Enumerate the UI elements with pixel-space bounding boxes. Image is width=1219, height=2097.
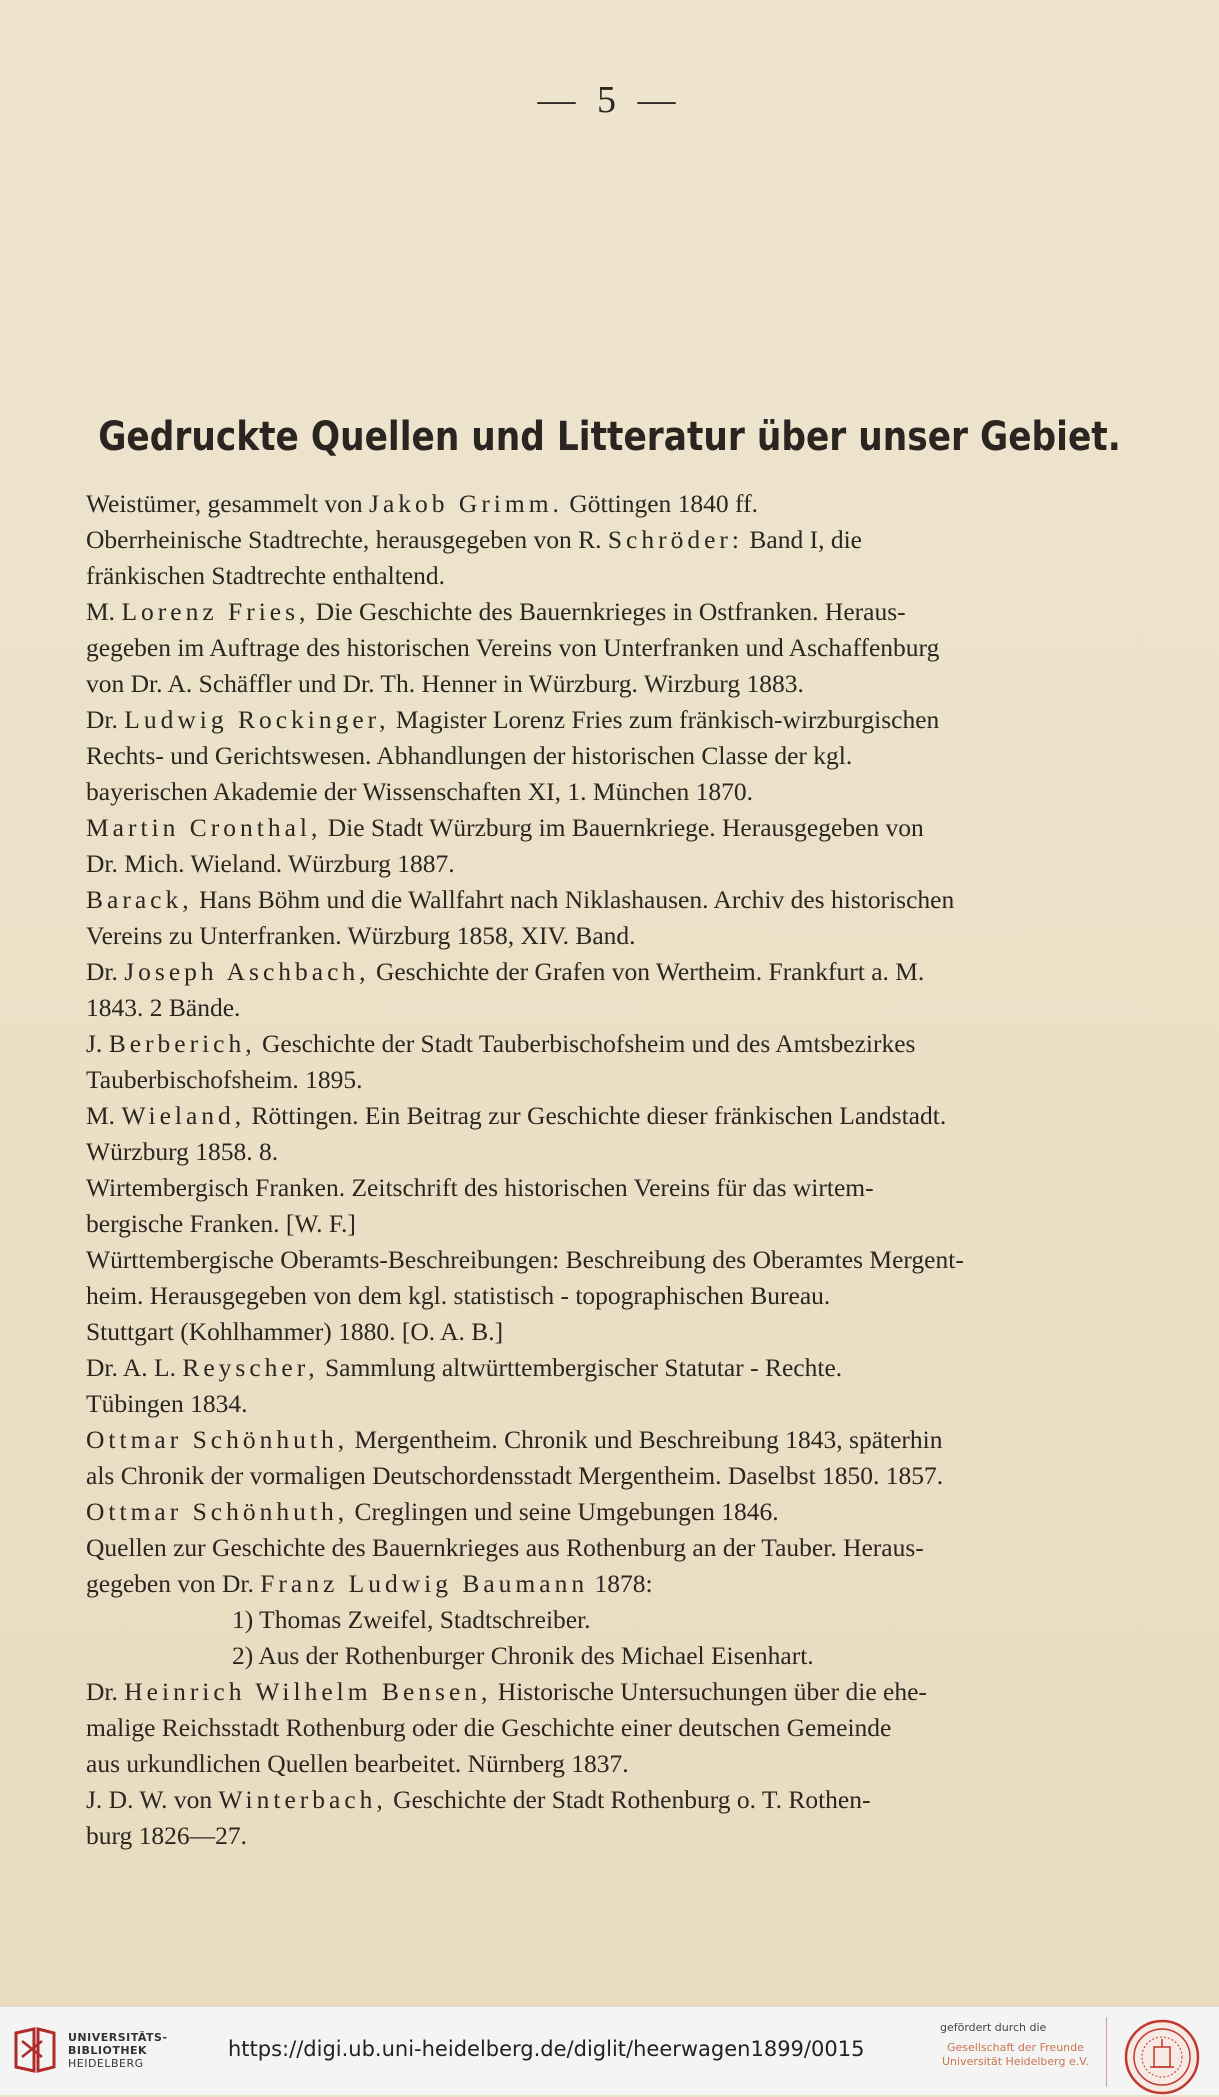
entry-text: bayerischen Akademie der Wissenschaften XI, 1. München 1870.	[86, 777, 753, 806]
entry-text: Magister Lorenz Fries zum fränkisch-wirzburgischen	[389, 705, 940, 734]
author-name: Martin Cronthal,	[86, 813, 322, 842]
entry-line	[86, 918, 1122, 954]
entry-text: gegeben von Dr.	[86, 1569, 261, 1598]
entry-line	[86, 810, 1122, 846]
entry-text: Geschichte der Grafen von Wertheim. Frankfurt a. M.	[369, 957, 925, 986]
entry-line	[86, 1386, 1122, 1422]
author-name: Heinrich Wilhelm Bensen,	[124, 1677, 492, 1706]
entry-line	[86, 1026, 1122, 1062]
entry-line	[86, 522, 1122, 558]
entry-text: Württembergische Oberamts-Beschreibungen: Beschreibung des Oberamtes Mergent-	[86, 1245, 964, 1274]
entry-text: aus urkundlichen Quellen bearbeitet. Nürnberg 1837.	[86, 1749, 629, 1778]
author-name: Winterbach,	[218, 1785, 387, 1814]
entry-text: Dr. Mich. Wieland. Würzburg 1887.	[86, 849, 455, 878]
entry-line	[86, 738, 1122, 774]
entry-text: heim. Herausgegeben von dem kgl. statistisch - topographischen Bureau.	[86, 1281, 831, 1310]
author-name: Franz Ludwig Baumann	[260, 1569, 589, 1598]
entry-line	[86, 954, 1122, 990]
entry-line	[86, 1206, 1122, 1242]
entry-line	[86, 1422, 1122, 1458]
entry-text: von Dr. A. Schäffler und Dr. Th. Henner in Würzburg. Wirzburg 1883.	[86, 669, 804, 698]
entry-line	[86, 1134, 1122, 1170]
entry-text: Geschichte der Stadt Rothenburg o. T. Rothen-	[386, 1785, 871, 1814]
bibliography-entry	[86, 954, 1122, 1026]
entry-text: Historische Untersuchungen über die ehe-	[491, 1677, 927, 1706]
bibliography-entry	[86, 702, 1122, 810]
author-name: Ottmar Schönhuth,	[86, 1497, 349, 1526]
entry-line	[86, 594, 1122, 630]
bibliography-entry	[86, 1242, 1122, 1350]
bibliography-entry	[86, 522, 1122, 594]
entry-text: Wirtembergisch Franken. Zeitschrift des historischen Vereins für das wirtem-	[86, 1173, 874, 1202]
entry-text: Vereins zu Unterfranken. Würzburg 1858, XIV. Band.	[86, 921, 636, 950]
entry-text: 1) Thomas Zweifel, Stadtschreiber.	[232, 1605, 591, 1634]
bibliography-entry	[86, 882, 1122, 954]
entry-line	[86, 1566, 1122, 1602]
entry-line	[86, 1674, 1122, 1710]
bibliography-entry	[86, 1494, 1122, 1530]
entry-line	[86, 774, 1122, 810]
author-name: Lorenz Fries,	[121, 597, 310, 626]
bibliography-entry	[86, 1170, 1122, 1242]
entry-text: Tübingen 1834.	[86, 1389, 248, 1418]
viewer-footer	[0, 2006, 1219, 2095]
university-seal-icon	[1122, 2017, 1202, 2097]
entry-text: fränkischen Stadtrechte enthaltend.	[86, 561, 445, 590]
entry-text: Creglingen und seine Umgebungen 1846.	[348, 1497, 779, 1526]
ub-logo-icon	[12, 2027, 58, 2075]
bibliography-entry	[86, 1422, 1122, 1494]
entry-text: gegeben im Auftrage des historischen Vereins von Unterfranken und Aschaffenburg	[86, 633, 940, 662]
entry-line	[86, 990, 1122, 1026]
bibliography-entry	[86, 594, 1122, 702]
entry-line	[144, 1602, 1122, 1638]
society-name: Gesellschaft der Freunde Universität Heidelberg e.V.	[942, 2041, 1089, 2068]
entry-text: Band I, die	[743, 525, 862, 554]
document-url[interactable]: https://digi.ub.uni-heidelberg.de/diglit/heerwagen1899/0015	[228, 2037, 865, 2061]
entry-text: Die Geschichte des Bauernkrieges in Ostfranken. Heraus-	[309, 597, 906, 626]
entry-line	[86, 1062, 1122, 1098]
entry-text: 1843. 2 Bände.	[86, 993, 241, 1022]
author-name: Joseph Aschbach,	[124, 957, 370, 986]
entry-line	[86, 1350, 1122, 1386]
entry-text: bergische Franken. [W. F.]	[86, 1209, 356, 1238]
entry-line	[86, 630, 1122, 666]
entry-line	[86, 1242, 1122, 1278]
entry-text: Rechts- und Gerichtswesen. Abhandlungen der historischen Classe der kgl.	[86, 741, 853, 770]
entry-text: Tauberbischofsheim. 1895.	[86, 1065, 363, 1094]
entry-text: Dr.	[86, 957, 125, 986]
entry-text: Röttingen. Ein Beitrag zur Geschichte dieser fränkischen Landstadt.	[245, 1101, 947, 1130]
entry-line	[144, 1638, 1122, 1674]
entry-text: Sammlung altwürttembergischer Statutar - Rechte.	[318, 1353, 843, 1382]
library-name: UNIVERSITÄTS- BIBLIOTHEK HEIDELBERG	[68, 2031, 168, 2070]
entry-line	[86, 1818, 1122, 1854]
entry-text: Stuttgart (Kohlhammer) 1880. [O. A. B.]	[86, 1317, 504, 1346]
entry-text: Die Stadt Würzburg im Bauernkriege. Herausgegeben von	[321, 813, 924, 842]
entry-text: M.	[86, 597, 122, 626]
entry-line	[86, 1458, 1122, 1494]
entry-text: malige Reichsstadt Rothenburg oder die Geschichte einer deutschen Gemeinde	[86, 1713, 892, 1742]
entry-line	[86, 558, 1122, 594]
entry-line	[86, 1098, 1122, 1134]
bibliography-entry	[86, 810, 1122, 882]
entry-text: Weistümer, gesammelt von	[86, 489, 370, 518]
entry-line	[86, 1746, 1122, 1782]
entry-text: Quellen zur Geschichte des Bauernkrieges aus Rothenburg an der Tauber. Heraus-	[86, 1533, 924, 1562]
entry-text: Göttingen 1840 ff.	[562, 489, 758, 518]
funded-by-label: gefördert durch die	[940, 2021, 1047, 2034]
entry-line	[86, 486, 1122, 522]
entry-text: Geschichte der Stadt Tauberbischofsheim und des Amtsbezirkes	[255, 1029, 916, 1058]
entry-line	[86, 1170, 1122, 1206]
entry-text: als Chronik der vormaligen Deutschordensstadt Mergentheim. Daselbst 1850. 1857.	[86, 1461, 944, 1490]
entry-line	[86, 882, 1122, 918]
entry-text: J.	[86, 1029, 109, 1058]
entry-text: Mergentheim. Chronik und Beschreibung 1843, späterhin	[348, 1425, 943, 1454]
entry-text: Dr. A. L.	[86, 1353, 183, 1382]
entry-line	[86, 666, 1122, 702]
author-name: Jakob Grimm.	[369, 489, 563, 518]
entry-line	[86, 1530, 1122, 1566]
author-name: Barack,	[86, 885, 193, 914]
bibliography-entry	[86, 1782, 1122, 1854]
page-heading: Gedruckte Quellen und Litteratur über unser Gebiet.	[98, 414, 1121, 460]
entry-text: Würzburg 1858. 8.	[86, 1137, 279, 1166]
entry-text: Oberrheinische Stadtrechte, herausgegeben von R.	[86, 525, 608, 554]
bibliography-entry	[86, 486, 1122, 522]
author-name: Ludwig Rockinger,	[124, 705, 390, 734]
footer-divider	[1106, 2017, 1107, 2087]
author-name: Ottmar Schönhuth,	[86, 1425, 349, 1454]
entry-line	[86, 1782, 1122, 1818]
entry-line	[86, 1278, 1122, 1314]
bibliography-entry	[86, 1350, 1122, 1422]
entry-line	[86, 702, 1122, 738]
author-name: Wieland,	[121, 1101, 246, 1130]
bibliography-entry	[86, 1674, 1122, 1782]
bibliography-entry	[86, 1098, 1122, 1170]
entry-text: 1878:	[588, 1569, 653, 1598]
entry-line	[86, 1494, 1122, 1530]
entry-text: Hans Böhm und die Wallfahrt nach Niklashausen. Archiv des historischen	[192, 885, 955, 914]
author-name: Berberich,	[108, 1029, 256, 1058]
entry-text: Dr.	[86, 1677, 125, 1706]
entry-line	[86, 846, 1122, 882]
author-name: Reyscher,	[182, 1353, 319, 1382]
bibliography-list	[86, 486, 1122, 1854]
entry-line	[86, 1314, 1122, 1350]
entry-text: 2) Aus der Rothenburger Chronik des Michael Eisenhart.	[232, 1641, 814, 1670]
author-name: Schröder:	[607, 525, 743, 554]
entry-line	[86, 1710, 1122, 1746]
bibliography-entry	[86, 1530, 1122, 1674]
entry-text: M.	[86, 1101, 122, 1130]
entry-text: burg 1826—27.	[86, 1821, 248, 1850]
bibliography-entry	[86, 1026, 1122, 1098]
entry-text: J. D. W. von	[86, 1785, 219, 1814]
entry-text: Dr.	[86, 705, 125, 734]
page-number: — 5 —	[537, 79, 682, 121]
